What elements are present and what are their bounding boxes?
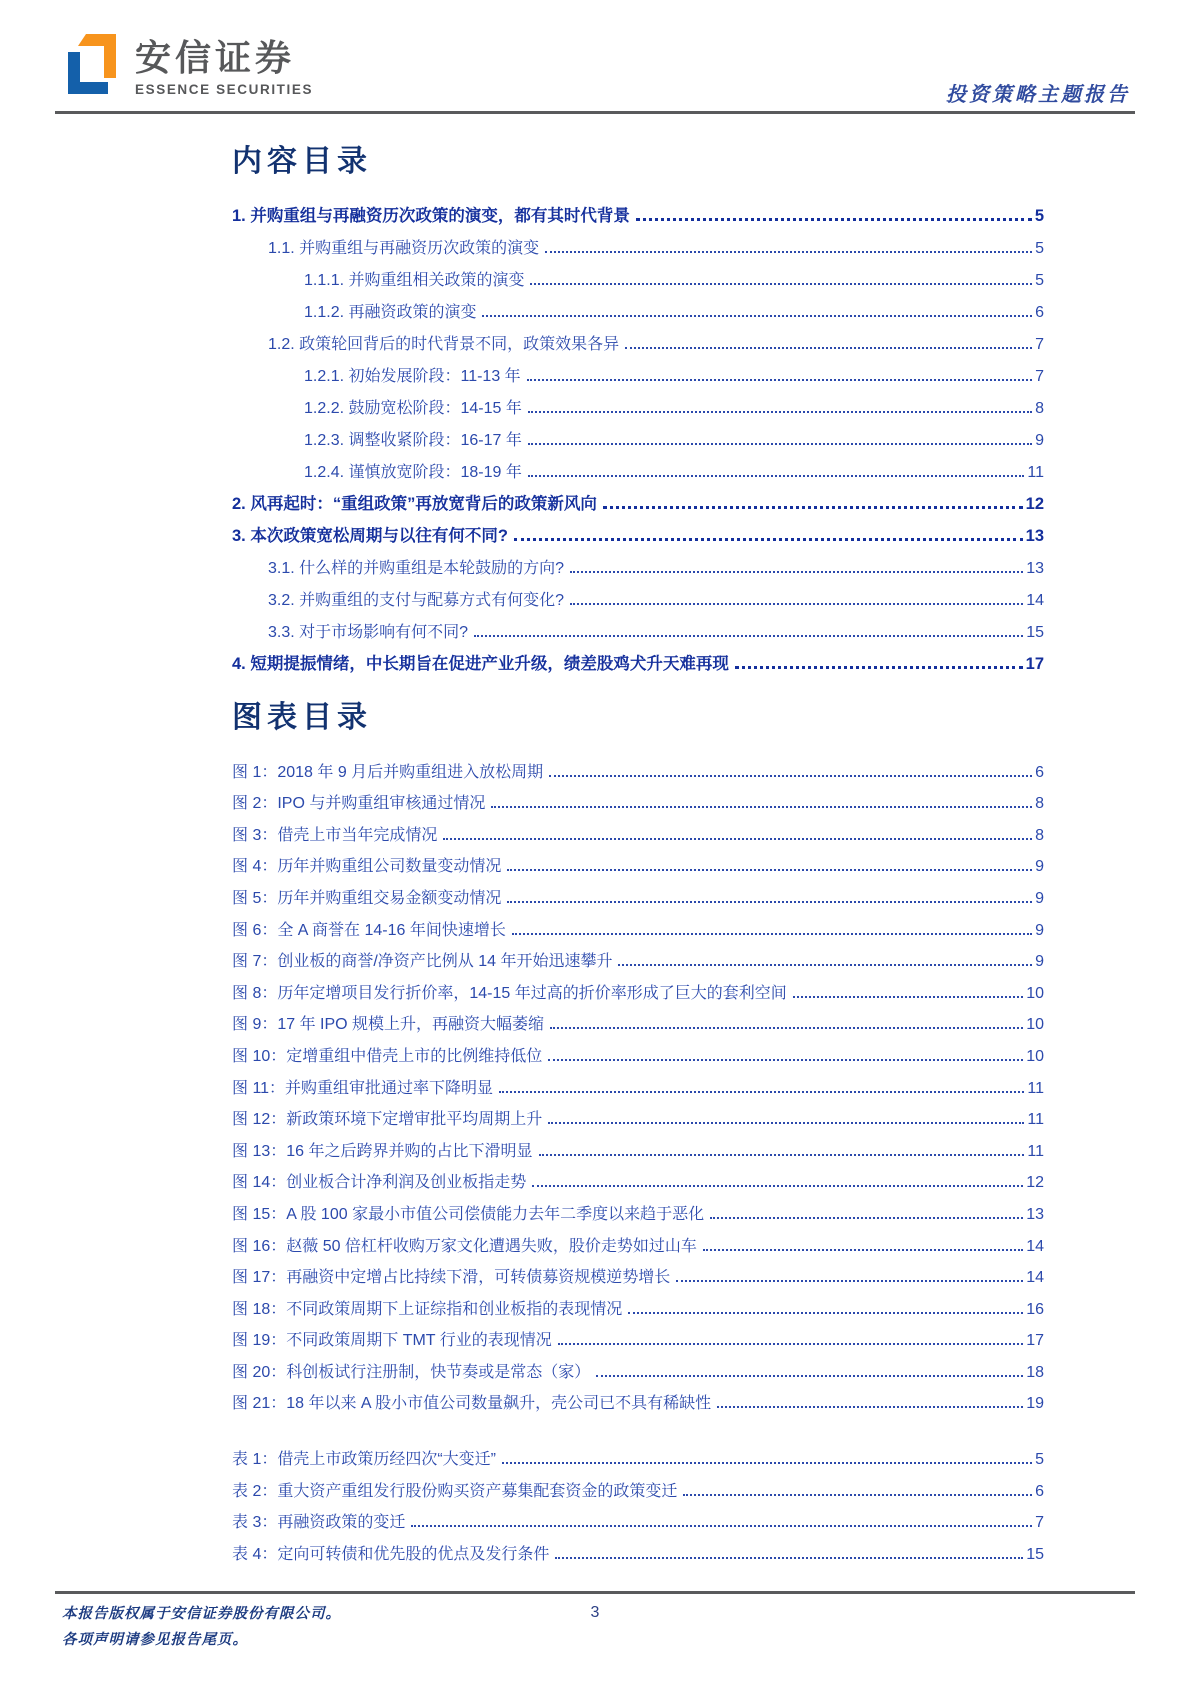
- figure-entry-label: 图 19：不同政策周期下 TMT 行业的表现情况: [232, 1332, 552, 1350]
- figure-entry-page: 14: [1026, 1269, 1044, 1287]
- table-entry[interactable]: [232, 1437, 1044, 1469]
- figure-entry-page: 8: [1035, 826, 1044, 844]
- figure-entry-label: 图 9：17 年 IPO 规模上升，再融资大幅萎缩: [232, 1016, 545, 1034]
- dot-leader: [618, 964, 1032, 966]
- dot-leader: [528, 475, 1025, 477]
- figure-entry-label: 图 4：历年并购重组公司数量变动情况: [232, 858, 502, 876]
- toc-entry-label: 3.1. 什么样的并购重组是本轮鼓励的方向?: [268, 560, 565, 577]
- figure-entry[interactable]: [232, 1129, 1044, 1161]
- figure-entry[interactable]: [232, 876, 1044, 908]
- dot-leader: [793, 996, 1023, 998]
- figure-entry-page: 9: [1035, 953, 1044, 971]
- toc-entry-label: 1.2.3. 调整收紧阶段：16-17 年: [304, 432, 522, 449]
- essence-logo-icon: [62, 32, 120, 96]
- figure-entry-page: 6: [1035, 763, 1044, 781]
- toc-entry-page: 5: [1035, 240, 1044, 257]
- toc-entry[interactable]: [232, 354, 1044, 386]
- figure-entry[interactable]: [232, 750, 1044, 782]
- table-entry[interactable]: [232, 1469, 1044, 1501]
- dot-leader: [512, 933, 1032, 935]
- figures-section: [232, 700, 1044, 1564]
- figure-entry[interactable]: [232, 813, 1044, 845]
- figure-entry[interactable]: [232, 1287, 1044, 1319]
- figure-entry-page: 9: [1035, 889, 1044, 907]
- dot-leader: [570, 571, 1023, 573]
- figure-entry-label: 图 8：历年定增项目发行折价率，14-15 年过高的折价率形成了巨大的套利空间: [232, 984, 787, 1002]
- figure-entry-label: 图 14：创业板合计净利润及创业板指走势: [232, 1174, 527, 1192]
- dot-leader: [527, 379, 1032, 381]
- toc-entry-page: 12: [1025, 495, 1044, 513]
- dot-leader: [491, 806, 1032, 808]
- figure-entry[interactable]: [232, 1350, 1044, 1382]
- toc-title: 内容目录: [232, 145, 372, 178]
- dot-leader: [548, 1059, 1023, 1061]
- dot-leader: [482, 315, 1032, 317]
- toc-entry[interactable]: [232, 514, 1044, 546]
- dot-leader: [703, 1249, 1023, 1251]
- toc-entry[interactable]: [232, 386, 1044, 418]
- dot-leader: [507, 869, 1032, 871]
- dot-leader: [555, 1557, 1023, 1559]
- toc-entry-page: 13: [1025, 527, 1044, 545]
- figure-entry-label: 图 3：借壳上市当年完成情况: [232, 826, 438, 844]
- dot-leader: [545, 251, 1032, 253]
- figure-entry-page: 11: [1027, 1079, 1044, 1097]
- table-entry-page: 15: [1026, 1545, 1044, 1563]
- toc-entry[interactable]: [232, 322, 1044, 354]
- toc-entry-page: 5: [1035, 272, 1044, 289]
- essence-logo: [62, 32, 313, 97]
- figure-entry-label: 图 21：18 年以来 A 股小市值公司数量飙升，壳公司已不具有稀缺性: [232, 1395, 712, 1413]
- toc-entry[interactable]: [232, 482, 1044, 514]
- figure-entry[interactable]: [232, 1034, 1044, 1066]
- figure-entry-label: 图 15：A 股 100 家最小市值公司偿债能力去年二季度以来趋于恶化: [232, 1205, 705, 1223]
- figure-entry-label: 图 2：IPO 与并购重组审核通过情况: [232, 795, 486, 813]
- table-entry[interactable]: [232, 1532, 1044, 1564]
- figure-entry-page: 11: [1027, 1111, 1044, 1129]
- toc-entry[interactable]: [232, 578, 1044, 610]
- footer-disclaimer-line1: 本报告版权属于安信证券股份有限公司。: [62, 1606, 341, 1622]
- toc-entry[interactable]: [232, 546, 1044, 578]
- dot-leader: [735, 666, 1023, 669]
- figure-entry[interactable]: [232, 940, 1044, 972]
- toc-entry-page: 8: [1035, 400, 1044, 417]
- toc-entry-label: 1.2.2. 鼓励宽松阶段：14-15 年: [304, 400, 522, 417]
- figure-entry-page: 13: [1026, 1205, 1044, 1223]
- figure-entry[interactable]: [232, 971, 1044, 1003]
- dot-leader: [683, 1494, 1032, 1496]
- dot-leader: [717, 1406, 1023, 1408]
- toc-entry-label: 1. 并购重组与再融资历次政策的演变，都有其时代背景: [232, 207, 630, 225]
- toc-entry-page: 7: [1035, 368, 1044, 385]
- table-entry-page: 7: [1035, 1514, 1044, 1532]
- table-entry-label: 表 1：借壳上市政策历经四次“大变迁”: [232, 1451, 497, 1469]
- toc-entry-label: 3.2. 并购重组的支付与配募方式有何变化?: [268, 592, 565, 609]
- figure-entry-label: 图 20：科创板试行注册制，快节奏或是常态（家）: [232, 1363, 591, 1381]
- dot-leader: [549, 775, 1032, 777]
- toc-entry-page: 7: [1035, 336, 1044, 353]
- figure-entry-page: 10: [1026, 1016, 1044, 1034]
- figure-entry-label: 图 6：全 A 商誉在 14-16 年间快速增长: [232, 921, 506, 939]
- toc-entry-label: 1.1. 并购重组与再融资历次政策的演变: [268, 240, 540, 257]
- dot-leader: [530, 283, 1032, 285]
- toc-entry-label: 2. 风再起时：“重组政策”再放宽背后的政策新风向: [232, 495, 597, 513]
- section-spacer: [232, 1413, 1044, 1437]
- dot-leader: [499, 1091, 1024, 1093]
- figure-entry-page: 9: [1035, 858, 1044, 876]
- figure-entry-page: 18: [1026, 1363, 1044, 1381]
- figures-title: 图表目录: [232, 701, 372, 734]
- figure-entry[interactable]: [232, 908, 1044, 940]
- figure-entry-page: 14: [1026, 1237, 1044, 1255]
- figure-entry[interactable]: [232, 845, 1044, 877]
- figure-entry-label: 图 5：历年并购重组交易金额变动情况: [232, 889, 502, 907]
- toc-entry-page: 13: [1026, 560, 1044, 577]
- figure-entry-label: 图 7：创业板的商誉/净资产比例从 14 年开始迅速攀升: [232, 953, 613, 971]
- page-number: 3: [590, 1604, 600, 1621]
- dot-leader: [539, 1154, 1025, 1156]
- toc-entry-page: 5: [1034, 207, 1044, 225]
- toc-entry-label: 1.1.2. 再融资政策的演变: [304, 304, 477, 321]
- brand-name-cn: 安信证券: [135, 37, 296, 78]
- figure-entry-page: 17: [1026, 1332, 1044, 1350]
- dot-leader: [603, 506, 1023, 509]
- dot-leader: [625, 347, 1032, 349]
- dot-leader: [532, 1185, 1023, 1187]
- toc-entry-label: 3.3. 对于市场影响有何不同?: [268, 624, 469, 641]
- dot-leader: [528, 443, 1032, 445]
- dot-leader: [676, 1280, 1023, 1282]
- toc-entry-page: 14: [1026, 592, 1044, 609]
- figure-entry[interactable]: [232, 782, 1044, 814]
- figure-entry-label: 图 16：赵薇 50 倍杠杆收购万家文化遭遇失败，股价走势如过山车: [232, 1237, 697, 1255]
- figure-entry-page: 9: [1035, 921, 1044, 939]
- toc-entry[interactable]: [232, 194, 1044, 226]
- dot-leader: [628, 1312, 1023, 1314]
- figure-entry-label: 图 13：16 年之后跨界并购的占比下滑明显: [232, 1142, 533, 1160]
- table-entry-page: 6: [1035, 1482, 1044, 1500]
- toc-entry[interactable]: [232, 226, 1044, 258]
- header-divider: [55, 111, 1135, 114]
- figure-entry[interactable]: [232, 1192, 1044, 1224]
- toc-entry-label: 1.2.4. 谨慎放宽阶段：18-19 年: [304, 464, 522, 481]
- figure-entry-page: 12: [1026, 1174, 1044, 1192]
- dot-leader: [514, 538, 1023, 541]
- dot-leader: [474, 635, 1023, 637]
- figure-entry[interactable]: [232, 1256, 1044, 1288]
- figure-entry[interactable]: [232, 1161, 1044, 1193]
- brand-text: [135, 32, 313, 97]
- toc-entry-label: 1.1.1. 并购重组相关政策的演变: [304, 272, 525, 289]
- report-type-label: 投资策略主题报告: [946, 84, 1130, 106]
- figure-entry[interactable]: [232, 1066, 1044, 1098]
- toc-entry-page: 15: [1026, 624, 1044, 641]
- brand-name-en: ESSENCE SECURITIES: [135, 82, 314, 97]
- toc-entry-page: 11: [1027, 464, 1044, 481]
- dot-leader: [548, 1122, 1024, 1124]
- figure-entry-page: 11: [1027, 1142, 1044, 1160]
- toc-entry-page: 9: [1035, 432, 1044, 449]
- table-entry-label: 表 4：定向可转债和优先股的优点及发行条件: [232, 1545, 550, 1563]
- figure-entry-page: 19: [1026, 1395, 1044, 1413]
- dot-leader: [443, 838, 1032, 840]
- figure-entry-page: 10: [1026, 984, 1044, 1002]
- dot-leader: [502, 1462, 1032, 1464]
- dot-leader: [596, 1375, 1023, 1377]
- dot-leader: [710, 1217, 1023, 1219]
- figure-entry[interactable]: [232, 1003, 1044, 1035]
- toc-entry[interactable]: [232, 610, 1044, 642]
- content-column: [232, 144, 1044, 1564]
- figure-entry-label: 图 10：定增重组中借壳上市的比例维持低位: [232, 1047, 543, 1065]
- table-entry[interactable]: [232, 1501, 1044, 1533]
- figure-entry-label: 图 11：并购重组审批通过率下降明显: [232, 1079, 494, 1097]
- figure-entry[interactable]: [232, 1382, 1044, 1414]
- figure-entry[interactable]: [232, 1319, 1044, 1351]
- figure-entry-page: 10: [1026, 1047, 1044, 1065]
- dot-leader: [528, 411, 1032, 413]
- toc-entry-page: 6: [1035, 304, 1044, 321]
- toc-entry-label: 4. 短期提振情绪，中长期旨在促进产业升级，绩差股鸡犬升天难再现: [232, 655, 729, 673]
- toc-entry[interactable]: [232, 258, 1044, 290]
- toc-entry-label: 3. 本次政策宽松周期与以往有何不同?: [232, 527, 508, 545]
- footer-disclaimer-line2: 各项声明请参见报告尾页。: [62, 1632, 248, 1649]
- figure-entry-page: 16: [1026, 1300, 1044, 1318]
- toc-entry-label: 1.2.1. 初始发展阶段：11-13 年: [304, 368, 521, 385]
- table-entry-label: 表 3：再融资政策的变迁: [232, 1514, 406, 1532]
- figure-entry-label: 图 1：2018 年 9 月后并购重组进入放松周期: [232, 763, 544, 781]
- table-entry-page: 5: [1035, 1451, 1044, 1469]
- figure-entry-label: 图 18：不同政策周期下上证综指和创业板指的表现情况: [232, 1300, 623, 1318]
- toc-entry[interactable]: [232, 290, 1044, 322]
- dot-leader: [550, 1027, 1023, 1029]
- dot-leader: [558, 1343, 1023, 1345]
- figure-entry-page: 8: [1035, 795, 1044, 813]
- toc-entry[interactable]: [232, 642, 1044, 674]
- footer-divider: [55, 1591, 1135, 1594]
- figure-entry-label: 图 12：新政策环境下定增审批平均周期上升: [232, 1111, 543, 1129]
- toc-entry-page: 17: [1025, 655, 1044, 673]
- dot-leader: [636, 218, 1032, 221]
- dot-leader: [507, 901, 1032, 903]
- toc-entry-label: 1.2. 政策轮回背后的时代背景不同，政策效果各异: [268, 336, 620, 353]
- figure-entry[interactable]: [232, 1224, 1044, 1256]
- figure-entry[interactable]: [232, 1098, 1044, 1130]
- dot-leader: [411, 1525, 1032, 1527]
- table-entry-label: 表 2：重大资产重组发行股份购买资产募集配套资金的政策变迁: [232, 1482, 678, 1500]
- toc-entry[interactable]: [232, 450, 1044, 482]
- toc-entry[interactable]: [232, 418, 1044, 450]
- dot-leader: [570, 603, 1023, 605]
- figure-entry-label: 图 17：再融资中定增占比持续下滑，可转债募资规模逆势增长: [232, 1269, 671, 1287]
